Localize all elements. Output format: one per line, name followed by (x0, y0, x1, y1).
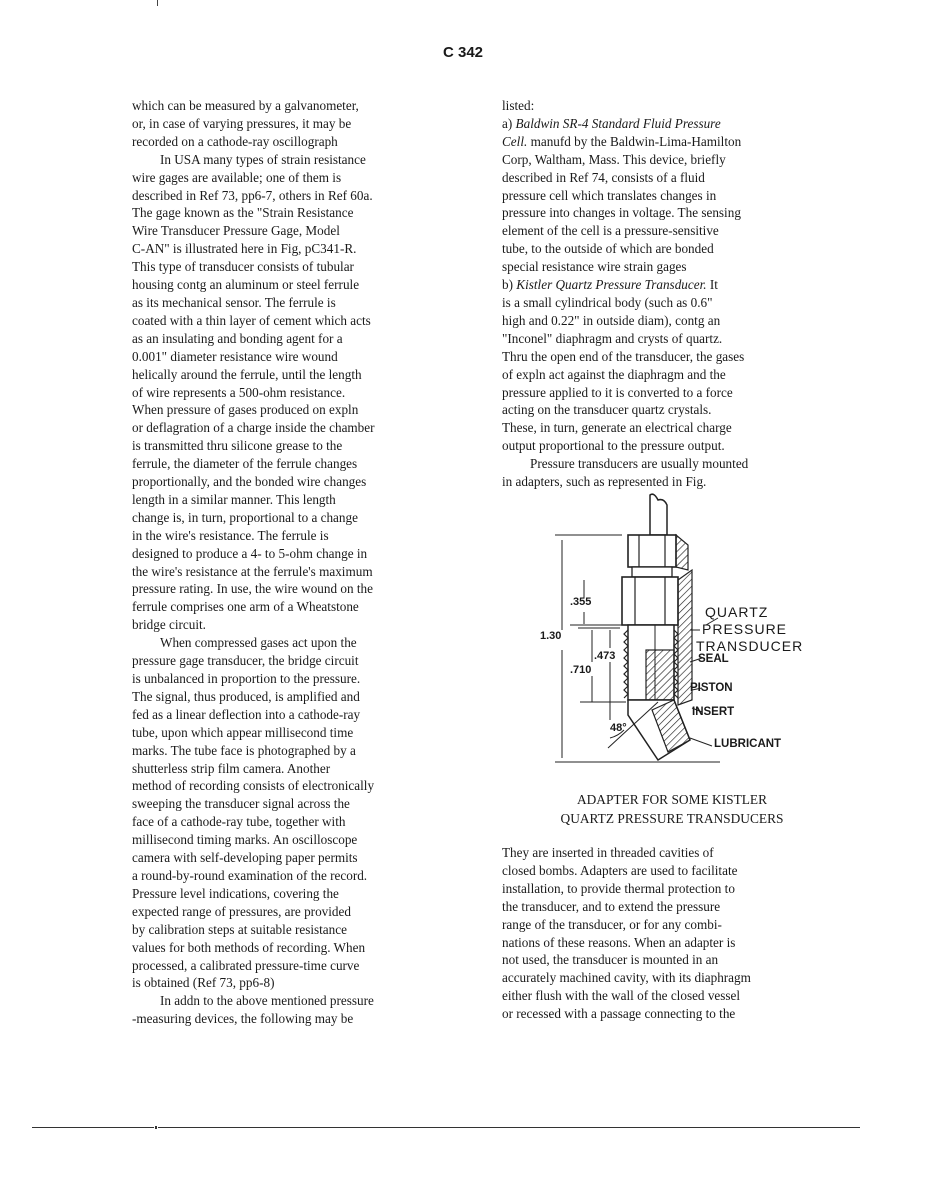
item-b-prefix: b) (502, 277, 513, 293)
text-line: When compressed gases act upon the (160, 635, 357, 651)
text-line: in adapters, such as represented in Fig. (502, 474, 707, 490)
text-line: These, in turn, generate an electrical charge (502, 420, 732, 436)
text-line: described in Ref 73, pp6-7, others in Ref 60a. (132, 187, 373, 203)
text-line: or, in case of varying pressures, it may be (132, 115, 352, 131)
label-seal: SEAL (698, 653, 729, 665)
text-line: nations of these reasons. When an adapter is (502, 934, 736, 950)
text-line: high and 0.22" in outside diam), contg an (502, 312, 721, 328)
label-piston: PISTON (690, 682, 733, 694)
dimension-355: .355 (570, 596, 592, 608)
text-line: pressure gage transducer, the bridge circuit (132, 653, 359, 669)
text-line: In USA many types of strain resistance (160, 151, 366, 167)
text-line: values for both methods of recording. When (132, 939, 366, 955)
left-column (132, 97, 477, 1028)
text-line: the wire's resistance at the ferrule's maximum (132, 563, 373, 579)
text-line: bridge circuit. (132, 617, 206, 633)
text-line: change is, in turn, proportional to a change (132, 509, 358, 525)
text-line: tube, to the outside of which are bonded (502, 241, 714, 257)
text-line: recorded on a cathode-ray oscillograph (132, 133, 338, 149)
item-a-heading (502, 115, 847, 133)
item-b-title: Kistler Quartz Pressure Transducer. (516, 277, 707, 293)
text-line: by calibration steps at suitable resistance (132, 921, 347, 937)
text-line: or recessed with a passage connecting to the (502, 1006, 736, 1022)
text-line: pressure applied to it is converted to a force (502, 384, 733, 400)
text-line: tube, upon which appear millisecond time (132, 724, 354, 740)
text-line: not used, the transducer is mounted in an (502, 952, 719, 968)
item-b-rest: It (706, 277, 718, 293)
label-transducer: TRANSDUCER (696, 638, 804, 654)
text-line: Pressure level indications, covering the (132, 885, 339, 901)
text-line: range of the transducer, or for any combi- (502, 916, 722, 932)
text-line: Thru the open end of the transducer, the gases (502, 348, 745, 364)
text-line: is obtained (Ref 73, pp6-8) (132, 975, 275, 991)
item-b-heading (502, 276, 847, 294)
text-line: is transmitted thru silicone grease to the (132, 438, 343, 454)
figure-caption (502, 790, 842, 828)
footer-rule-right (158, 1127, 860, 1128)
label-lubricant: LUBRICANT (714, 738, 782, 750)
text-line: closed bombs. Adapters are used to facilitate (502, 862, 738, 878)
caption-line: ADAPTER FOR SOME KISTLER (576, 792, 768, 807)
text-line: which can be measured by a galvanometer, (132, 98, 359, 113)
text-line: is unbalanced in proportion to the pressure. (132, 671, 361, 686)
text-line: Pressure transducers are usually mounted (530, 456, 749, 472)
text-line: The signal, thus produced, is amplified and (132, 688, 360, 704)
item-a-title: Baldwin SR-4 Standard Fluid Pressure (515, 115, 721, 131)
text-line: This type of transducer consists of tubular (132, 259, 354, 275)
angle-48: 48° (610, 722, 627, 734)
adapter-drawing (540, 490, 840, 770)
text-line: is a small cylindrical body (such as 0.6" (502, 294, 713, 310)
text-line: housing contg an aluminum or steel ferrule (132, 277, 360, 293)
text-line: Wire Transducer Pressure Gage, Model (132, 223, 340, 239)
text-line: ferrule, the diameter of the ferrule changes (132, 456, 358, 472)
footer-rule-mark (155, 1126, 157, 1129)
text-line: proportionally, and the bonded wire changes (132, 474, 367, 490)
text-line: expected range of pressures, are provided (132, 903, 351, 919)
text-line: C-AN" is illustrated here in Fig, pC341-R. (132, 241, 357, 257)
text-line: sweeping the transducer signal across the (132, 796, 350, 812)
text-line: the transducer, and to extend the pressure (502, 898, 721, 914)
text-line: ferrule comprises one arm of a Wheatstone (132, 599, 359, 615)
text-line: face of a cathode-ray tube, together with (132, 814, 346, 830)
text-line: pressure cell which translates changes in (502, 187, 717, 203)
text-line: length in a similar manner. This length (132, 491, 336, 507)
text-line: listed: (502, 98, 535, 113)
text-line: method of recording consists of electronically (132, 778, 375, 794)
item-a-prefix: a) (502, 115, 513, 131)
text-line: special resistance wire strain gages (502, 259, 687, 275)
text-line: or deflagration of a charge inside the chamber (132, 420, 375, 436)
text-line: either flush with the wall of the closed vessel (502, 988, 741, 1004)
text-line: When pressure of gases produced on expln (132, 402, 359, 418)
dimension-130: 1.30 (540, 630, 562, 642)
item-a-rest: manufd by the Baldwin-Lima-Hamilton (527, 133, 742, 149)
label-pressure: PRESSURE (702, 621, 788, 637)
text-line: marks. The tube face is photographed by a (132, 742, 356, 758)
top-edge-tick (157, 0, 158, 6)
text-line: -measuring devices, the following may be (132, 1011, 354, 1027)
dimension-710: .710 (570, 664, 592, 676)
text-line: pressure into changes in voltage. The sensing (502, 205, 741, 221)
text-line: of wire represents a 500-ohm resistance. (132, 384, 346, 400)
text-line: as an insulating and bonding agent for a (132, 330, 343, 346)
text-line: processed, a calibrated pressure-time curve (132, 957, 360, 973)
text-line: coated with a thin layer of cement which acts (132, 312, 371, 328)
text-line: designed to produce a 4- to 5-ohm change in (132, 545, 368, 561)
text-line: in the wire's resistance. The ferrule is (132, 527, 329, 543)
text-line: output proportional to the pressure output. (502, 438, 725, 454)
caption-line: QUARTZ PRESSURE TRANSDUCERS (560, 811, 784, 826)
text-line: installation, to provide thermal protection to (502, 880, 735, 896)
text-line: accurately machined cavity, with its diaphragm (502, 970, 751, 986)
page-header: C 342 (442, 44, 484, 61)
text-line: helically around the ferrule, until the length (132, 366, 362, 382)
dimension-473: .473 (594, 650, 616, 662)
label-quartz: QUARTZ (705, 604, 769, 620)
text-line: Corp, Waltham, Mass. This device, briefly (502, 151, 726, 167)
text-line: fed as a linear deflection into a cathode-ray (132, 706, 361, 722)
label-insert: INSERT (692, 706, 735, 718)
text-line: The gage known as the "Strain Resistance (132, 205, 354, 221)
text-line: In addn to the above mentioned pressure (160, 993, 374, 1009)
right-column-top (502, 97, 847, 491)
text-line: pressure rating. In use, the wire wound on the (132, 581, 373, 597)
text-line: element of the cell is a pressure-sensitive (502, 223, 719, 239)
text-line (502, 133, 847, 151)
text-line: acting on the transducer quartz crystals. (502, 402, 712, 418)
item-a-title-cont: Cell. (502, 133, 528, 149)
adapter-figure (540, 490, 840, 770)
footer-rule-left (32, 1127, 154, 1128)
text-line: They are inserted in threaded cavities of (502, 845, 714, 860)
text-line: of expln act against the diaphragm and the (502, 366, 726, 382)
text-line: wire gages are available; one of them is (132, 169, 342, 185)
text-line: millisecond timing marks. An oscilloscope (132, 832, 358, 848)
right-column-bottom (502, 844, 847, 1023)
text-line: a round-by-round examination of the record. (132, 867, 368, 883)
text-line: as its mechanical sensor. The ferrule is (132, 294, 336, 310)
text-line: described in Ref 74, consists of a fluid (502, 169, 705, 185)
text-line: 0.001" diameter resistance wire wound (132, 348, 338, 364)
text-line: shutterless strip film camera. Another (132, 760, 331, 776)
text-line: camera with self-developing paper permits (132, 850, 358, 866)
text-line: "Inconel" diaphragm and crysts of quartz. (502, 330, 723, 346)
